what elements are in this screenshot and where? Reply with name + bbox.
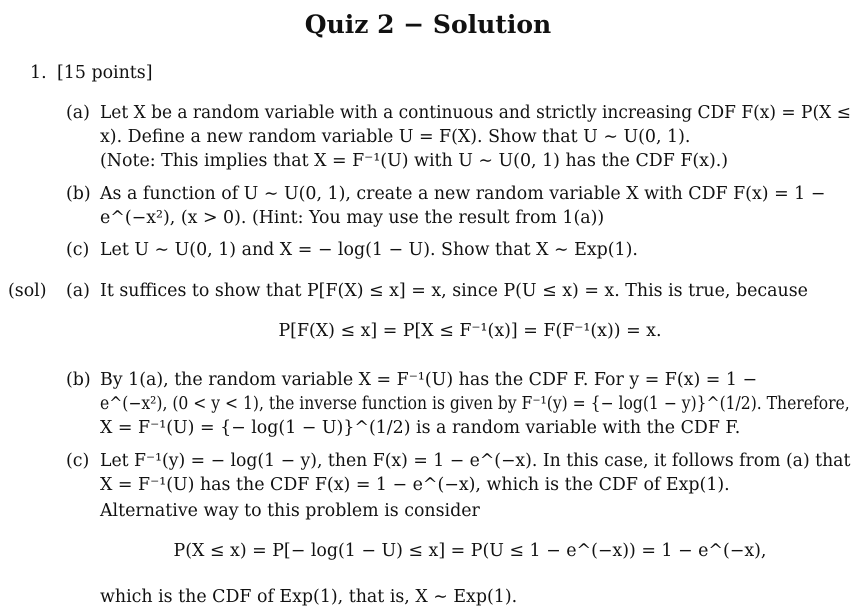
sol-c-closing: which is the CDF of Exp(1), that is, X ∼ Exp(1). [100,587,518,607]
sol-b-line-1: By 1(a), the random variable X = F⁻¹(U) has the CDF F. For y = F(x) = 1 − [100,370,758,390]
part-a-line-3: (Note: This implies that X = F⁻¹(U) with U ∼ U(0, 1) has the CDF F(x).) [100,151,729,171]
sol-c-label: (c) [66,451,90,471]
problem-number: 1. [30,63,47,83]
sol-a-display-equation: P[F(X) ≤ x] = P[X ≤ F⁻¹(x)] = F(F⁻¹(x)) = x. [278,321,662,341]
sol-b-label: (b) [66,370,91,390]
sol-a-label: (a) [66,281,90,301]
part-b-line-1: As a function of U ∼ U(0, 1), create a new random variable X with CDF F(x) = 1 − [100,184,826,204]
part-b-label: (b) [66,184,91,204]
sol-a-line: It suffices to show that P[F(X) ≤ x] = x, since P(U ≤ x) = x. This is true, because [100,281,808,301]
sol-c-line-3: Alternative way to this problem is consider [100,501,480,521]
part-a-line-1: Let X be a random variable with a continuous and strictly increasing CDF F(x) = P(X ≤ [100,103,851,123]
problem-points: [15 points] [57,63,153,83]
part-c-line-1: Let U ∼ U(0, 1) and X = − log(1 − U). Show that X ∼ Exp(1). [100,240,638,260]
sol-c-display-equation: P(X ≤ x) = P[− log(1 − U) ≤ x] = P(U ≤ 1 − e^(−x)) = 1 − e^(−x), [173,541,767,561]
page-title: Quiz 2 − Solution [304,10,552,39]
sol-c-line-1: Let F⁻¹(y) = − log(1 − y), then F(x) = 1 − e^(−x). In this case, it follows from (a) that [100,451,851,471]
part-a-line-2: x). Define a new random variable U = F(X). Show that U ∼ U(0, 1). [100,127,691,147]
sol-b-line-3: X = F⁻¹(U) = {− log(1 − U)}^(1/2) is a random variable with the CDF F. [100,418,741,438]
sol-c-line-2: X = F⁻¹(U) has the CDF F(x) = 1 − e^(−x), which is the CDF of Exp(1). [100,475,730,495]
part-c-label: (c) [66,240,90,260]
solution-label: (sol) [8,281,47,301]
sol-b-line-2: e^(−x²), (0 < y < 1), the inverse function is given by F⁻¹(y) = {− log(1 − y)}^(1/2). Therefore, [100,394,850,414]
part-a-label: (a) [66,103,90,123]
part-b-line-2: e^(−x²), (x > 0). (Hint: You may use the result from 1(a)) [100,208,605,228]
